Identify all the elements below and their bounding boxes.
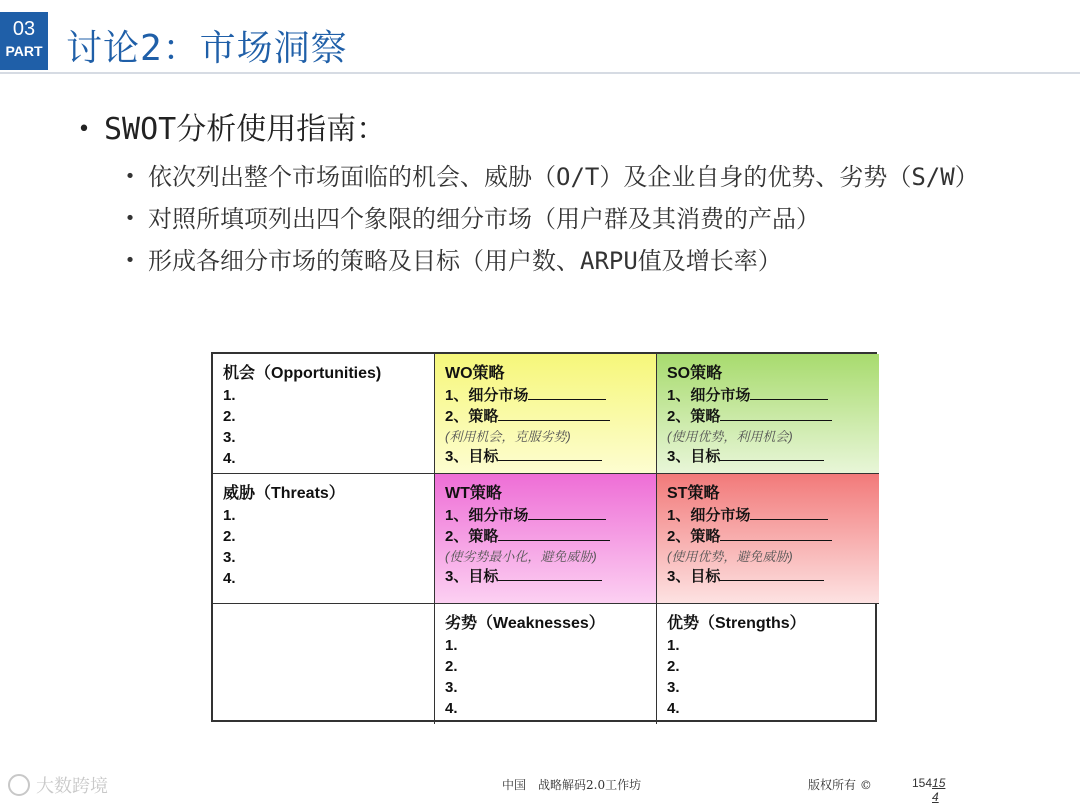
wo-segment-label: 1、细分市场: [445, 387, 529, 404]
sub-bullet: [112, 200, 1024, 238]
blank-line: [750, 385, 828, 400]
sub-bullet: [112, 158, 1024, 196]
wo-goal-label: 3、目标: [445, 448, 499, 465]
sub-bullet-text: 依次列出整个市场面临的机会、威胁（O/T）及企业自身的优势、劣势（S/W）: [148, 163, 979, 191]
so-strategy-label: 2、策略: [667, 408, 721, 425]
blank-line: [498, 566, 602, 581]
blank-line: [720, 566, 824, 581]
weakness-item: 4.: [445, 700, 458, 717]
blank-line: [498, 526, 610, 541]
st-hint: (使用优势，避免威胁): [667, 549, 793, 564]
weakness-item: 2.: [445, 658, 458, 675]
st-strategy-label: 2、策略: [667, 528, 721, 545]
watermark: [8, 772, 108, 798]
wt-strategy-cell: [435, 474, 657, 604]
strength-item: 1.: [667, 637, 680, 654]
weaknesses-heading: 劣势（Weaknesses）: [445, 615, 605, 632]
so-goal-line: [667, 446, 869, 467]
so-goal-label: 3、目标: [667, 448, 721, 465]
strength-item: 2.: [667, 658, 680, 675]
wo-strategy-line: [445, 406, 646, 427]
bullet-dot-icon: •: [124, 208, 136, 229]
swot-table: [211, 352, 877, 722]
blank-line: [528, 385, 606, 400]
threat-item: 4.: [223, 570, 236, 587]
threat-item: 1.: [223, 507, 236, 524]
threat-item: 2.: [223, 528, 236, 545]
threat-item: 3.: [223, 549, 236, 566]
opportunity-item: 1.: [223, 387, 236, 404]
page-number-main: 154: [912, 776, 933, 790]
main-bullet: [64, 110, 1024, 150]
bullet-dot-icon: •: [124, 166, 136, 187]
wt-goal-line: [445, 566, 646, 587]
blank-line: [720, 446, 824, 461]
blank-line: [750, 505, 828, 520]
part-number: 03: [12, 18, 36, 40]
bullet-dot-icon: •: [77, 117, 91, 142]
sub-bullet-text: 对照所填项列出四个象限的细分市场（用户群及其消费的产品）: [148, 205, 820, 233]
opportunity-item: 4.: [223, 450, 236, 467]
wt-strategy-line: [445, 526, 646, 547]
so-strategy-line: [667, 406, 869, 427]
blank-line: [720, 526, 832, 541]
st-strategy-line: [667, 526, 869, 547]
wt-segment-label: 1、细分市场: [445, 507, 529, 524]
blank-line: [528, 505, 606, 520]
wt-strategy-label: 2、策略: [445, 528, 499, 545]
title-divider: [0, 72, 1080, 74]
opportunities-cell: [213, 354, 435, 474]
weakness-item: 1.: [445, 637, 458, 654]
strengths-heading: 优势（Strengths）: [667, 615, 806, 632]
st-strategy-cell: [657, 474, 879, 604]
st-heading: ST策略: [667, 485, 720, 502]
page-number: [912, 776, 945, 804]
wo-goal-line: [445, 446, 646, 467]
bullet-list: [64, 110, 1024, 284]
part-badge: [0, 12, 48, 70]
page-title: 讨论2：市场洞察: [66, 28, 348, 69]
weakness-item: 3.: [445, 679, 458, 696]
so-segment-label: 1、细分市场: [667, 387, 751, 404]
wo-hint: (利用机会，克服劣势): [445, 429, 571, 444]
page-number-italic: 15: [932, 776, 946, 790]
wt-heading: WT策略: [445, 485, 502, 502]
opportunity-item: 2.: [223, 408, 236, 425]
strength-item: 4.: [667, 700, 680, 717]
wo-strategy-label: 2、策略: [445, 408, 499, 425]
so-heading: SO策略: [667, 365, 723, 382]
wt-segment-line: [445, 505, 646, 526]
st-segment-line: [667, 505, 869, 526]
weaknesses-cell: [435, 604, 657, 724]
threats-cell: [213, 474, 435, 604]
strengths-cell: [657, 604, 879, 724]
empty-corner-cell: [213, 604, 435, 724]
wo-strategy-cell: [435, 354, 657, 474]
wt-hint: (使劣势最小化，避免威胁): [445, 549, 597, 564]
opportunity-item: 3.: [223, 429, 236, 446]
strength-item: 3.: [667, 679, 680, 696]
page-number-wrap: 4: [932, 790, 939, 804]
part-label: PART: [5, 43, 43, 59]
wt-goal-label: 3、目标: [445, 568, 499, 585]
blank-line: [498, 406, 610, 421]
main-bullet-text: SWOT分析使用指南：: [104, 112, 387, 147]
st-goal-label: 3、目标: [667, 568, 721, 585]
watermark-text: 大数跨境: [36, 776, 108, 797]
so-strategy-cell: [657, 354, 879, 474]
threats-heading: 威胁（Threats）: [223, 485, 345, 502]
wo-segment-line: [445, 385, 646, 406]
bullet-dot-icon: •: [124, 250, 136, 271]
sub-bullet: [112, 242, 1024, 280]
blank-line: [720, 406, 832, 421]
so-segment-line: [667, 385, 869, 406]
footer-rights: 版权所有 ©: [808, 778, 872, 792]
opportunities-heading: 机会（Opportunities): [223, 365, 382, 382]
blank-line: [498, 446, 602, 461]
so-hint: (使用优势，利用机会): [667, 429, 793, 444]
sub-bullet-list: [112, 158, 1024, 280]
sub-bullet-text: 形成各细分市场的策略及目标（用户数、ARPU值及增长率）: [148, 247, 782, 275]
footer-center-text: 中国 战略解码2.0工作坊: [502, 778, 642, 792]
st-goal-line: [667, 566, 869, 587]
st-segment-label: 1、细分市场: [667, 507, 751, 524]
watermark-logo-icon: [8, 774, 30, 796]
wo-heading: WO策略: [445, 365, 505, 382]
